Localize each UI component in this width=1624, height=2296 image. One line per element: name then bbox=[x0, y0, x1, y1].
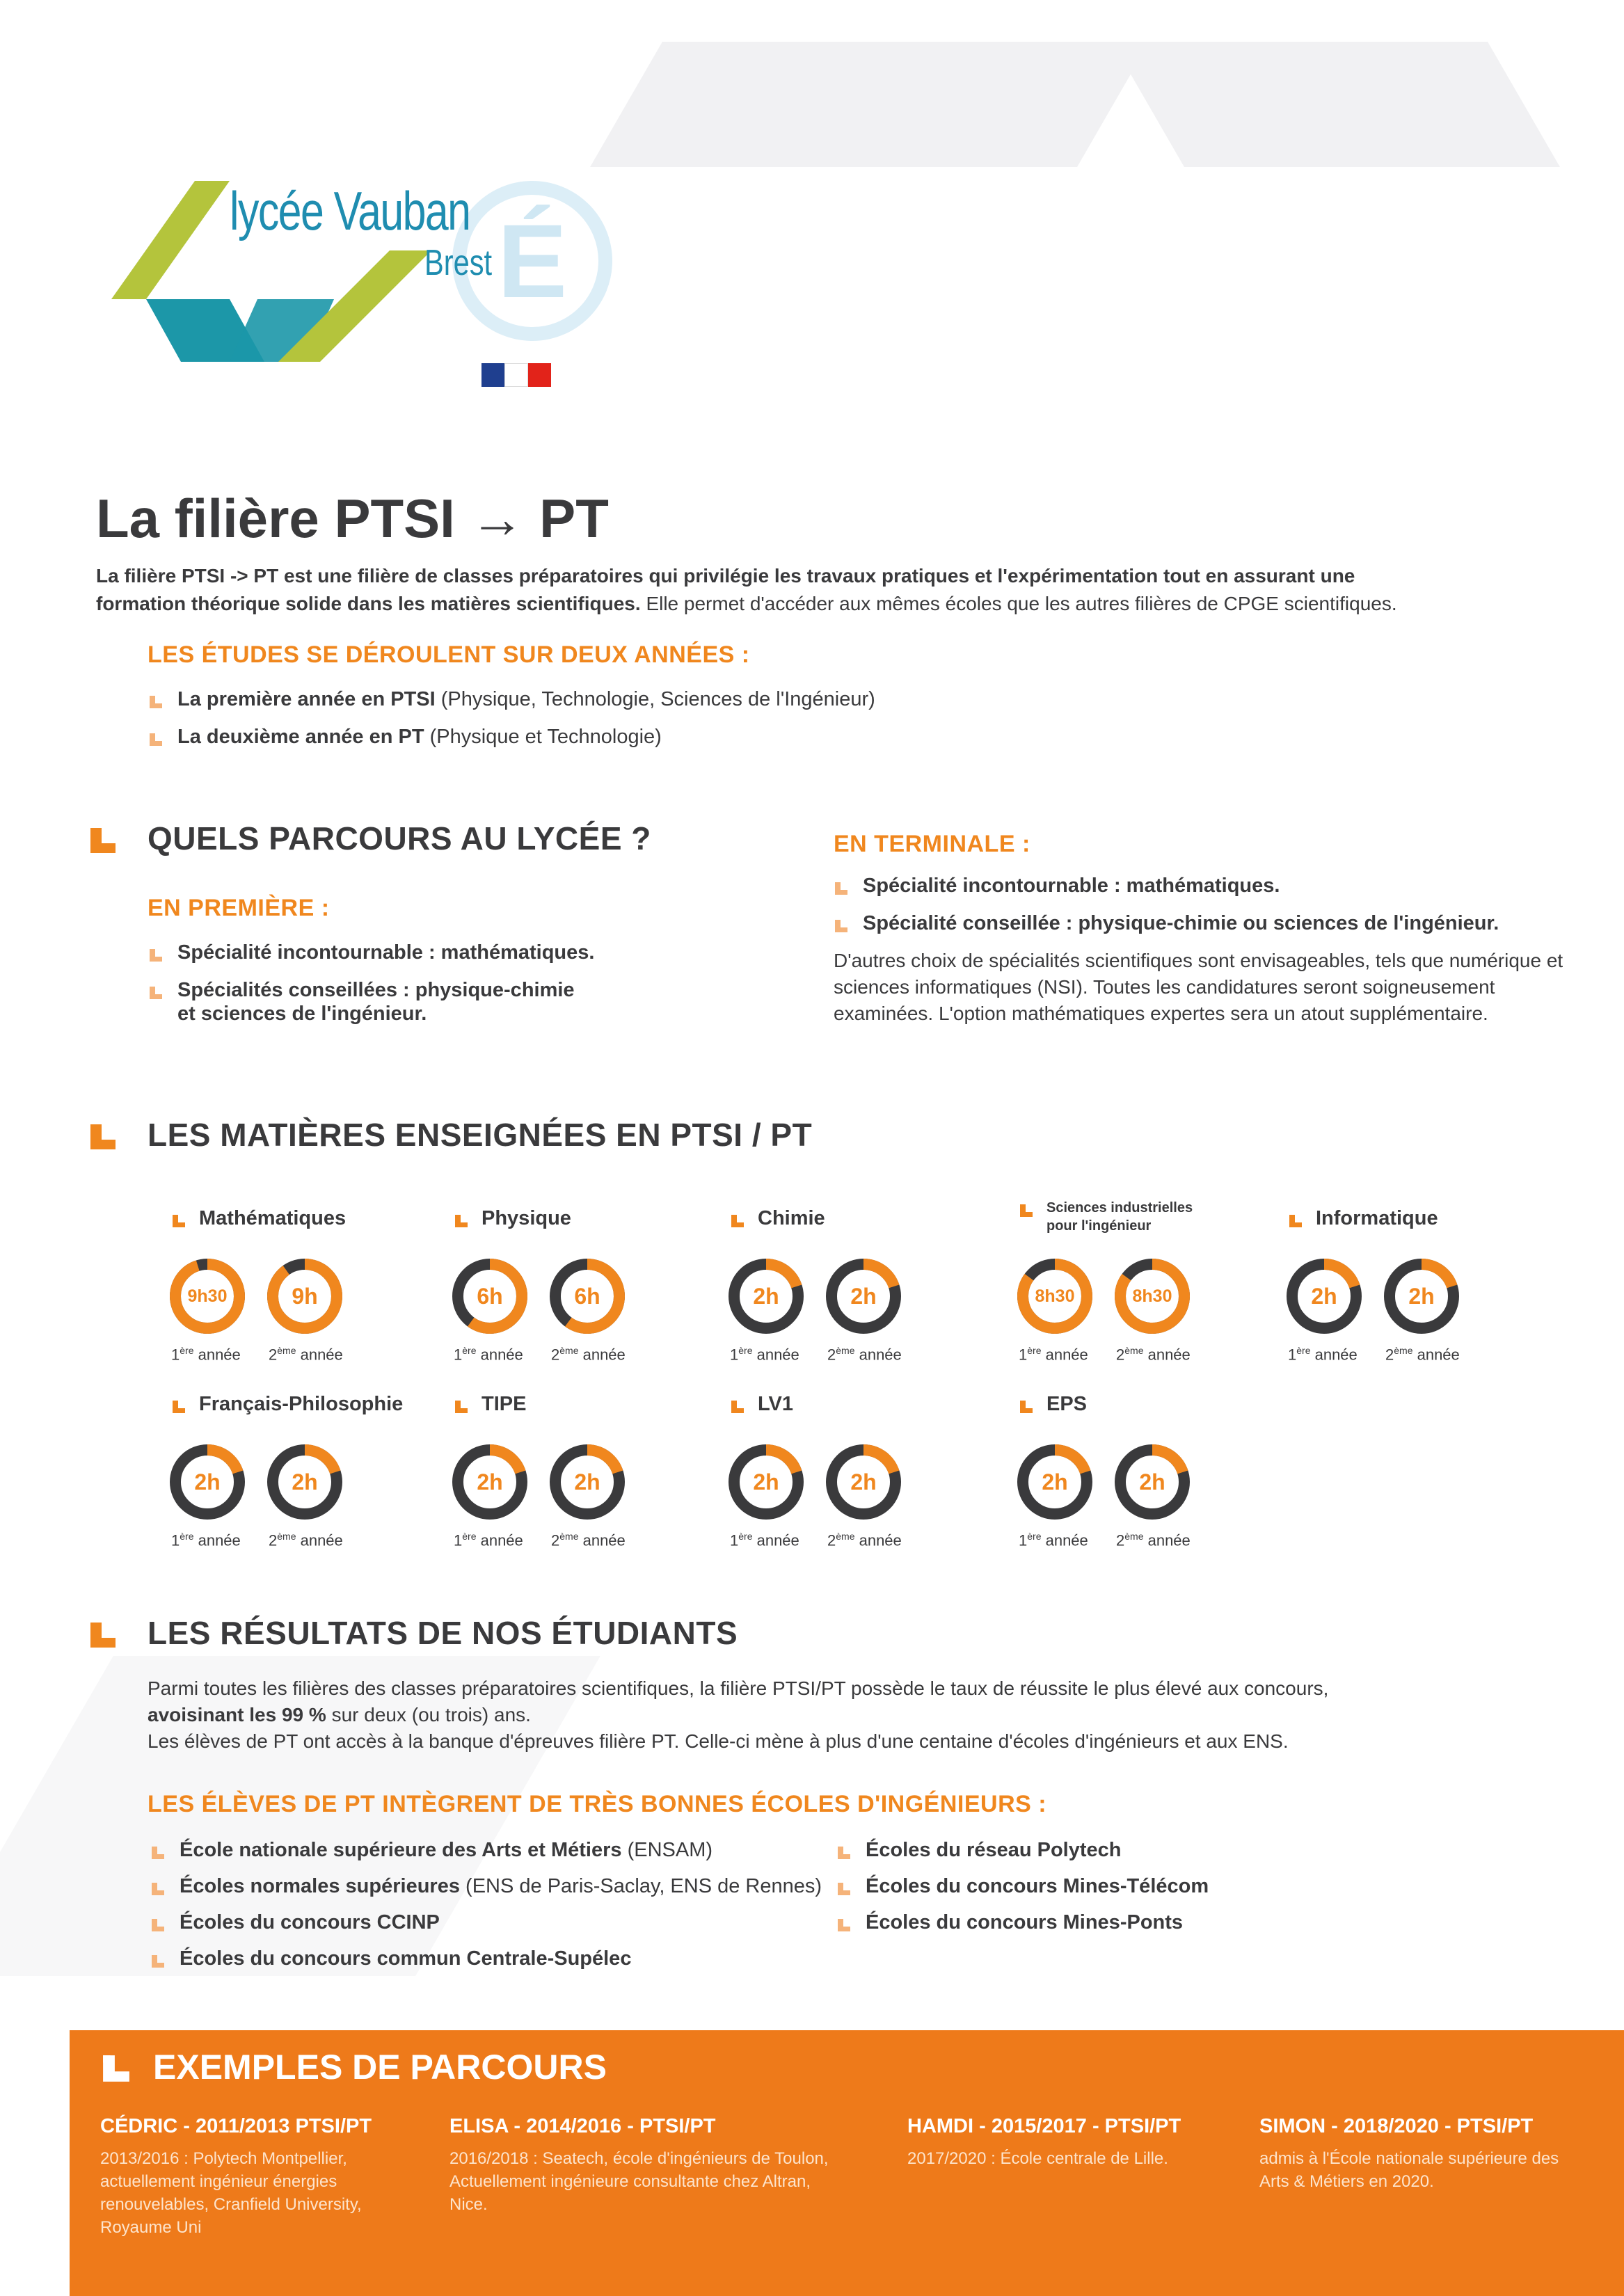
bullet-arrow-icon bbox=[148, 729, 164, 744]
terminale-note: D'autres choix de spécialités scientifiques sont envisageables, tels que numérique et sciences informatiques (NSI). Toutes les candidatures seront soigneusement examinées. L'option mathématiques expertes sera un atout supplémentaire. bbox=[834, 950, 1563, 1024]
hours-value: 6h bbox=[574, 1284, 600, 1309]
resultats-heading: LES RÉSULTATS DE NOS ÉTUDIANTS bbox=[148, 1615, 738, 1651]
bullet-arrow-icon bbox=[834, 916, 849, 931]
etudes-item-bold: La première année en PTSI bbox=[177, 688, 436, 710]
year-label: 2ème année bbox=[827, 1531, 902, 1549]
year-label: 2ème année bbox=[269, 1531, 343, 1549]
year-label: 1ère année bbox=[730, 1345, 799, 1364]
bullet-arrow-icon bbox=[454, 1397, 469, 1412]
intro-paragraph bbox=[96, 562, 1432, 618]
bullet-arrow-icon bbox=[454, 1211, 469, 1227]
terminale-item-text: Spécialité conseillée : physique-chimie ou sciences de l'ingénieur. bbox=[863, 912, 1499, 934]
etudes-item bbox=[177, 725, 662, 749]
hours-value: 8h30 bbox=[1132, 1286, 1172, 1306]
logo-city: Brest bbox=[424, 243, 493, 283]
background-shape bbox=[590, 42, 1149, 167]
hours-value: 2h bbox=[477, 1469, 503, 1494]
resultats-text: Parmi toutes les filières des classes préparatoires scientifiques, la filière PTSI/PT possède le taux de réussite le plus élevé aux concours, bbox=[148, 1677, 1329, 1699]
bullet-arrow-icon bbox=[1019, 1203, 1034, 1218]
subject-name: Sciences industrielles pour l'ingénieur bbox=[1046, 1200, 1193, 1234]
republique-e-icon: É bbox=[452, 181, 612, 341]
premiere-item-text: Spécialité incontournable : mathématiques. bbox=[177, 941, 595, 964]
subject-name: Informatique bbox=[1316, 1207, 1438, 1229]
year-label: 2ème année bbox=[827, 1345, 902, 1364]
hours-value: 8h30 bbox=[1035, 1286, 1075, 1306]
subject-name: Mathématiques bbox=[199, 1207, 347, 1229]
exemple-desc: admis à l'École nationale supérieure des Arts & Métiers en 2020. bbox=[1259, 2149, 1559, 2191]
bullet-arrow-icon bbox=[148, 945, 164, 960]
ecole-item-normal: (ENSAM) bbox=[627, 1839, 713, 1861]
year-label: 1ère année bbox=[1019, 1345, 1088, 1364]
hours-value: 9h30 bbox=[187, 1286, 228, 1306]
subject-name: Chimie bbox=[758, 1207, 825, 1229]
french-flag-icon bbox=[481, 363, 551, 387]
ecole-item bbox=[866, 1874, 1209, 1898]
resultats-text: sur deux (ou trois) ans. bbox=[331, 1704, 531, 1725]
bullet-arrow-icon bbox=[150, 1842, 166, 1858]
premiere-item bbox=[177, 941, 594, 964]
subject-label bbox=[1046, 1393, 1087, 1416]
subject-label bbox=[1046, 1199, 1200, 1235]
year-label: 2ème année bbox=[1116, 1345, 1191, 1364]
section-arrow-icon bbox=[89, 1123, 117, 1151]
bullet-arrow-icon bbox=[150, 1879, 166, 1894]
year-label: 2ème année bbox=[1385, 1345, 1460, 1364]
year-label: 2ème année bbox=[551, 1345, 626, 1364]
premiere-item bbox=[177, 978, 575, 1002]
bullet-arrow-icon bbox=[150, 1951, 166, 1966]
exemple-name: SIMON - 2018/2020 - PTSI/PT bbox=[1259, 2115, 1534, 2137]
terminale-item-text: Spécialité incontournable : mathématiques. bbox=[863, 875, 1280, 897]
parcours-heading: QUELS PARCOURS AU LYCÉE ? bbox=[148, 820, 651, 856]
year-label: 1ère année bbox=[1019, 1531, 1088, 1549]
ecole-item-bold: Écoles du concours commun Centrale-Supélec bbox=[180, 1947, 632, 1970]
hours-value: 6h bbox=[477, 1284, 503, 1309]
exemple-desc: 2016/2018 : Seatech, école d'ingénieurs de Toulon, Actuellement ingénieure consultante chez Altran, Nice. bbox=[449, 2149, 829, 2214]
bullet-arrow-icon bbox=[836, 1915, 852, 1930]
exemple-name: CÉDRIC - 2011/2013 PTSI/PT bbox=[100, 2115, 372, 2137]
intro-normal: Elle permet d'accéder aux mêmes écoles que les autres filières de CPGE scientifiques. bbox=[646, 593, 1397, 614]
bullet-arrow-icon bbox=[836, 1879, 852, 1894]
year-label: 2ème année bbox=[1116, 1531, 1191, 1549]
etudes-item-normal: (Physique, Technologie, Sciences de l'Ingénieur) bbox=[440, 688, 875, 710]
subject-name: EPS bbox=[1046, 1393, 1088, 1415]
subject-name: Physique bbox=[481, 1207, 571, 1229]
resultats-rate: avoisinant les 99 % bbox=[148, 1704, 326, 1725]
bullet-arrow-icon bbox=[1019, 1397, 1034, 1412]
year-label: 1ère année bbox=[454, 1345, 523, 1364]
subject-label bbox=[199, 1207, 346, 1230]
year-label: 1ère année bbox=[730, 1531, 799, 1549]
subject-label bbox=[481, 1393, 526, 1416]
exemple-desc: 2017/2020 : École centrale de Lille. bbox=[907, 2149, 1168, 2168]
exemple-desc: 2013/2016 : Polytech Montpellier, actuellement ingénieur énergies renouvelables, Cranfield University, Royaume Uni bbox=[100, 2149, 362, 2237]
logo-title: lycée Vauban bbox=[230, 180, 470, 241]
terminale-item bbox=[863, 874, 1280, 898]
ecole-item-bold: École nationale supérieure des Arts et Métiers bbox=[180, 1839, 622, 1861]
bullet-arrow-icon bbox=[148, 692, 164, 707]
premiere-item-text: Spécialités conseillées : physique-chimie bbox=[177, 979, 575, 1001]
exemples-banner bbox=[70, 2030, 1624, 2296]
subject-name: LV1 bbox=[758, 1393, 794, 1415]
bullet-arrow-icon bbox=[1288, 1211, 1303, 1227]
hours-value: 2h bbox=[1311, 1284, 1337, 1309]
etudes-item-normal: (Physique et Technologie) bbox=[429, 726, 662, 748]
ecole-item bbox=[180, 1874, 822, 1898]
ecole-item bbox=[180, 1911, 440, 1934]
section-arrow-icon bbox=[102, 2054, 131, 2083]
ecole-item-text: Écoles du réseau Polytech bbox=[866, 1839, 1122, 1861]
hours-value: 9h bbox=[292, 1284, 318, 1309]
hours-value: 2h bbox=[574, 1469, 600, 1494]
etudes-item bbox=[177, 687, 875, 711]
ecole-item bbox=[866, 1838, 1121, 1862]
exemple-name: ELISA - 2014/2016 - PTSI/PT bbox=[449, 2115, 716, 2137]
ecole-item bbox=[180, 1838, 713, 1862]
ecole-item-bold: Écoles normales supérieures bbox=[180, 1875, 460, 1897]
page-title: La filière PTSI → PT bbox=[96, 488, 609, 549]
hours-value: 2h bbox=[1139, 1469, 1165, 1494]
subject-label bbox=[481, 1207, 571, 1230]
ecole-item bbox=[866, 1911, 1183, 1934]
etudes-heading: LES ÉTUDES SE DÉROULENT SUR DEUX ANNÉES : bbox=[148, 641, 750, 668]
year-label: 2ème année bbox=[269, 1345, 343, 1364]
premiere-item-continued: et sciences de l'ingénieur. bbox=[177, 1003, 427, 1025]
section-arrow-icon bbox=[89, 827, 117, 854]
exemple-name: HAMDI - 2015/2017 - PTSI/PT bbox=[907, 2115, 1181, 2137]
subject-label bbox=[1316, 1207, 1438, 1230]
resultats-paragraph bbox=[148, 1675, 1525, 1755]
terminale-item bbox=[863, 911, 1499, 935]
school-logo bbox=[111, 167, 571, 404]
subject-name: Français-Philosophie bbox=[199, 1393, 404, 1415]
ecole-item-text: Écoles du concours Mines-Ponts bbox=[866, 1911, 1184, 1934]
ecole-item bbox=[180, 1947, 631, 1970]
ecoles-heading: LES ÉLÈVES DE PT INTÈGRENT DE TRÈS BONNES ÉCOLES D'INGÉNIEURS : bbox=[148, 1791, 1047, 1817]
hours-value: 2h bbox=[1042, 1469, 1068, 1494]
etudes-item-bold: La deuxième année en PT bbox=[177, 726, 424, 748]
intro-bold: La filière PTSI -> PT est une filière de classes préparatoires qui privilégie les travaux pratiques et l'expérimentation tout en assurant une formation théorique solide dans les matières scientifiques. bbox=[96, 565, 1355, 614]
hours-value: 2h bbox=[292, 1469, 318, 1494]
year-label: 1ère année bbox=[171, 1345, 241, 1364]
bullet-arrow-icon bbox=[150, 1915, 166, 1930]
hours-value: 2h bbox=[850, 1469, 877, 1494]
bullet-arrow-icon bbox=[730, 1397, 745, 1412]
bullet-arrow-icon bbox=[148, 982, 164, 998]
hours-value: 2h bbox=[850, 1284, 877, 1309]
bullet-arrow-icon bbox=[834, 878, 849, 893]
year-label: 1ère année bbox=[171, 1531, 241, 1549]
bullet-arrow-icon bbox=[730, 1211, 745, 1227]
year-label: 1ère année bbox=[1288, 1345, 1358, 1364]
premiere-heading: EN PREMIÈRE : bbox=[148, 895, 330, 921]
resultats-text: Les élèves de PT ont accès à la banque d'épreuves filière PT. Celle-ci mène à plus d'une centaine d'écoles d'ingénieurs et aux ENS. bbox=[148, 1730, 1289, 1752]
exemples-heading: EXEMPLES DE PARCOURS bbox=[153, 2048, 607, 2087]
hours-value: 2h bbox=[753, 1469, 779, 1494]
subject-name: TIPE bbox=[481, 1393, 527, 1415]
matieres-heading: LES MATIÈRES ENSEIGNÉES EN PTSI / PT bbox=[148, 1117, 813, 1153]
hours-value: 2h bbox=[1408, 1284, 1435, 1309]
terminale-heading: EN TERMINALE : bbox=[834, 831, 1030, 857]
ecole-item-bold: Écoles du concours CCINP bbox=[180, 1911, 440, 1934]
subject-label bbox=[199, 1393, 403, 1416]
ecole-item-text: Écoles du concours Mines-Télécom bbox=[866, 1875, 1209, 1897]
bullet-arrow-icon bbox=[836, 1842, 852, 1858]
section-arrow-icon bbox=[89, 1621, 117, 1649]
subject-label bbox=[758, 1207, 825, 1230]
year-label: 2ème année bbox=[551, 1531, 626, 1549]
hours-value: 2h bbox=[194, 1469, 221, 1494]
background-shape bbox=[1112, 42, 1560, 167]
subject-label bbox=[758, 1393, 793, 1416]
year-label: 1ère année bbox=[454, 1531, 523, 1549]
ecole-item-normal: (ENS de Paris-Saclay, ENS de Rennes) bbox=[465, 1875, 822, 1897]
hours-value: 2h bbox=[753, 1284, 779, 1309]
bullet-arrow-icon bbox=[171, 1397, 186, 1412]
bullet-arrow-icon bbox=[171, 1211, 186, 1227]
